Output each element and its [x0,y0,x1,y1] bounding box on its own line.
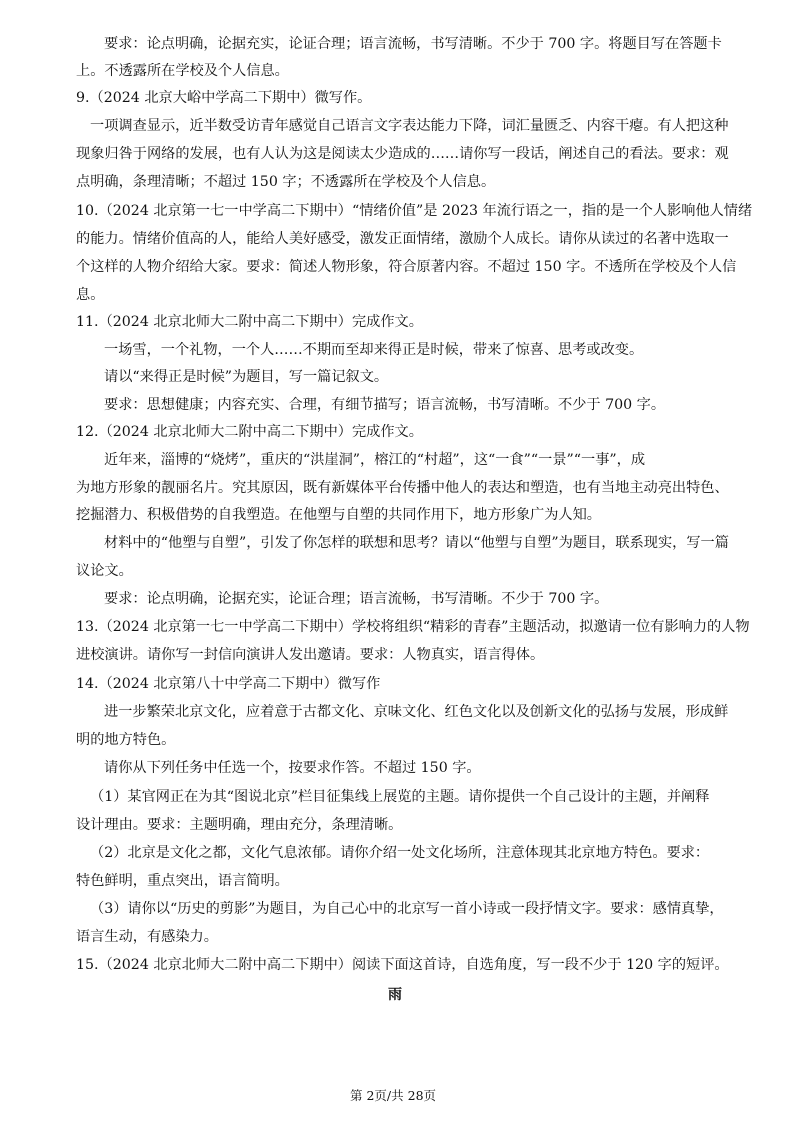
text-line: 现象归咎于网络的发展，也有人认为这是阅读太少造成的……请你写一段话，阐述自己的看法。要求：观 [76,146,729,162]
question-heading: 13.（2024 北京第一七一中学高二下期中）学校将组织“精彩的青春”主题活动，拟邀请一位有影响力的人物 [76,619,750,635]
task-item: （1）某官网正在为其“图说北京”栏目征集线上展览的主题。请你提供一个自己设计的主题，并阐释 [90,789,710,805]
text-line: 上。不透露所在学校及个人信息。 [76,63,289,79]
question-heading: 15.（2024 北京北师大二附中高二下期中）阅读下面这首诗，自选角度，写一段不少于 120 字的短评。 [76,957,729,973]
question-heading: 12.（2024 北京北师大二附中高二下期中）完成作文。 [76,424,423,440]
text-line: 请以“来得正是时候”为题目，写一篇记叙文。 [104,369,389,385]
question-heading: 11.（2024 北京北师大二附中高二下期中）完成作文。 [76,314,423,330]
question-heading: 9.（2024 北京大峪中学高二下期中）微写作。 [76,90,372,106]
question-heading: 10.（2024 北京第一七一中学高二下期中）“情绪价值”是 2023 年流行语之一，指的是一个人影响他人情绪 [76,203,753,219]
text-line: 特色鲜明，重点突出，语言简明。 [76,873,289,889]
text-line: 请你从下列任务中任选一个，按要求作答。不超过 150 字。 [104,760,481,776]
text-line: 要求：思想健康；内容充实、合理，有细节描写；语言流畅，书写清晰。不少于 700 字。 [104,397,666,413]
text-line: 个这样的人物介绍给大家。要求：简述人物形象，符合原著内容。不超过 150 字。不透所在学校及个人信 [76,259,737,275]
poem-title: 雨 [388,987,402,1003]
text-line: 语言生动，有感染力。 [76,929,218,945]
question-heading: 14.（2024 北京第八十中学高二下期中）微写作 [76,676,381,692]
material-line: 近年来，淄博的“烧烤”，重庆的“洪崖洞”，榕江的“村超”，这“一食”“一景”“一事”，成 [104,452,646,468]
text-line: 设计理由。要求：主题明确，理由充分，条理清晰。 [76,817,403,833]
material-line: 一场雪，一个礼物，一个人……不期而至却来得正是时候，带来了惊喜、思考或改变。 [104,342,644,358]
task-item: （2）北京是文化之都，文化气息浓郁。请你介绍一处文化场所，注意体现其北京地方特色。要求： [90,845,710,861]
task-item: （3）请你以“历史的剪影”为题目，为自己心中的北京写一首小诗或一段抒情文字。要求：感情真挚， [90,901,724,917]
text-line: 一项调查显示，近半数受访青年感觉自己语言文字表达能力下降，词汇量匮乏、内容干瘪。有人把这种 [90,118,729,134]
text-line: 要求：论点明确，论据充实，论证合理；语言流畅，书写清晰。不少于 700 字。将题目写在答题卡 [104,36,722,52]
text-line: 的能力。情绪价值高的人，能给人美好感受，激发正面情绪，激励个人成长。请你从读过的名著中选取一 [76,231,729,247]
text-line: 点明确，条理清晰；不超过 150 字；不透露所在学校及个人信息。 [76,174,496,190]
text-line: 议论文。 [76,563,133,579]
text-line: 息。 [76,287,105,303]
material-line: 挖掘潜力、积极借势的自我塑造。在他塑与自塑的共同作用下，地方形象广为人知。 [76,507,601,523]
material-line: 明的地方特色。 [76,732,176,748]
page-footer: 第 2页/共 28页 [350,1088,437,1103]
text-line: 进校演讲。请你写一封信向演讲人发出邀请。要求：人物真实，语言得体。 [76,647,545,663]
text-line: 材料中的“他塑与自塑”，引发了你怎样的联想和思考？请以“他塑与自塑”为题目，联系现实，写一篇 [104,535,729,551]
material-line: 进一步繁荣北京文化，应着意于古都文化、京味文化、红色文化以及创新文化的弘扬与发展，形成鲜 [104,704,729,720]
material-line: 为地方形象的靓丽名片。究其原因，既有新媒体平台传播中他人的表达和塑造，也有当地主动亮出特色、 [76,480,729,496]
text-line: 要求：论点明确，论据充实，论证合理；语言流畅，书写清晰。不少于 700 字。 [104,591,609,607]
